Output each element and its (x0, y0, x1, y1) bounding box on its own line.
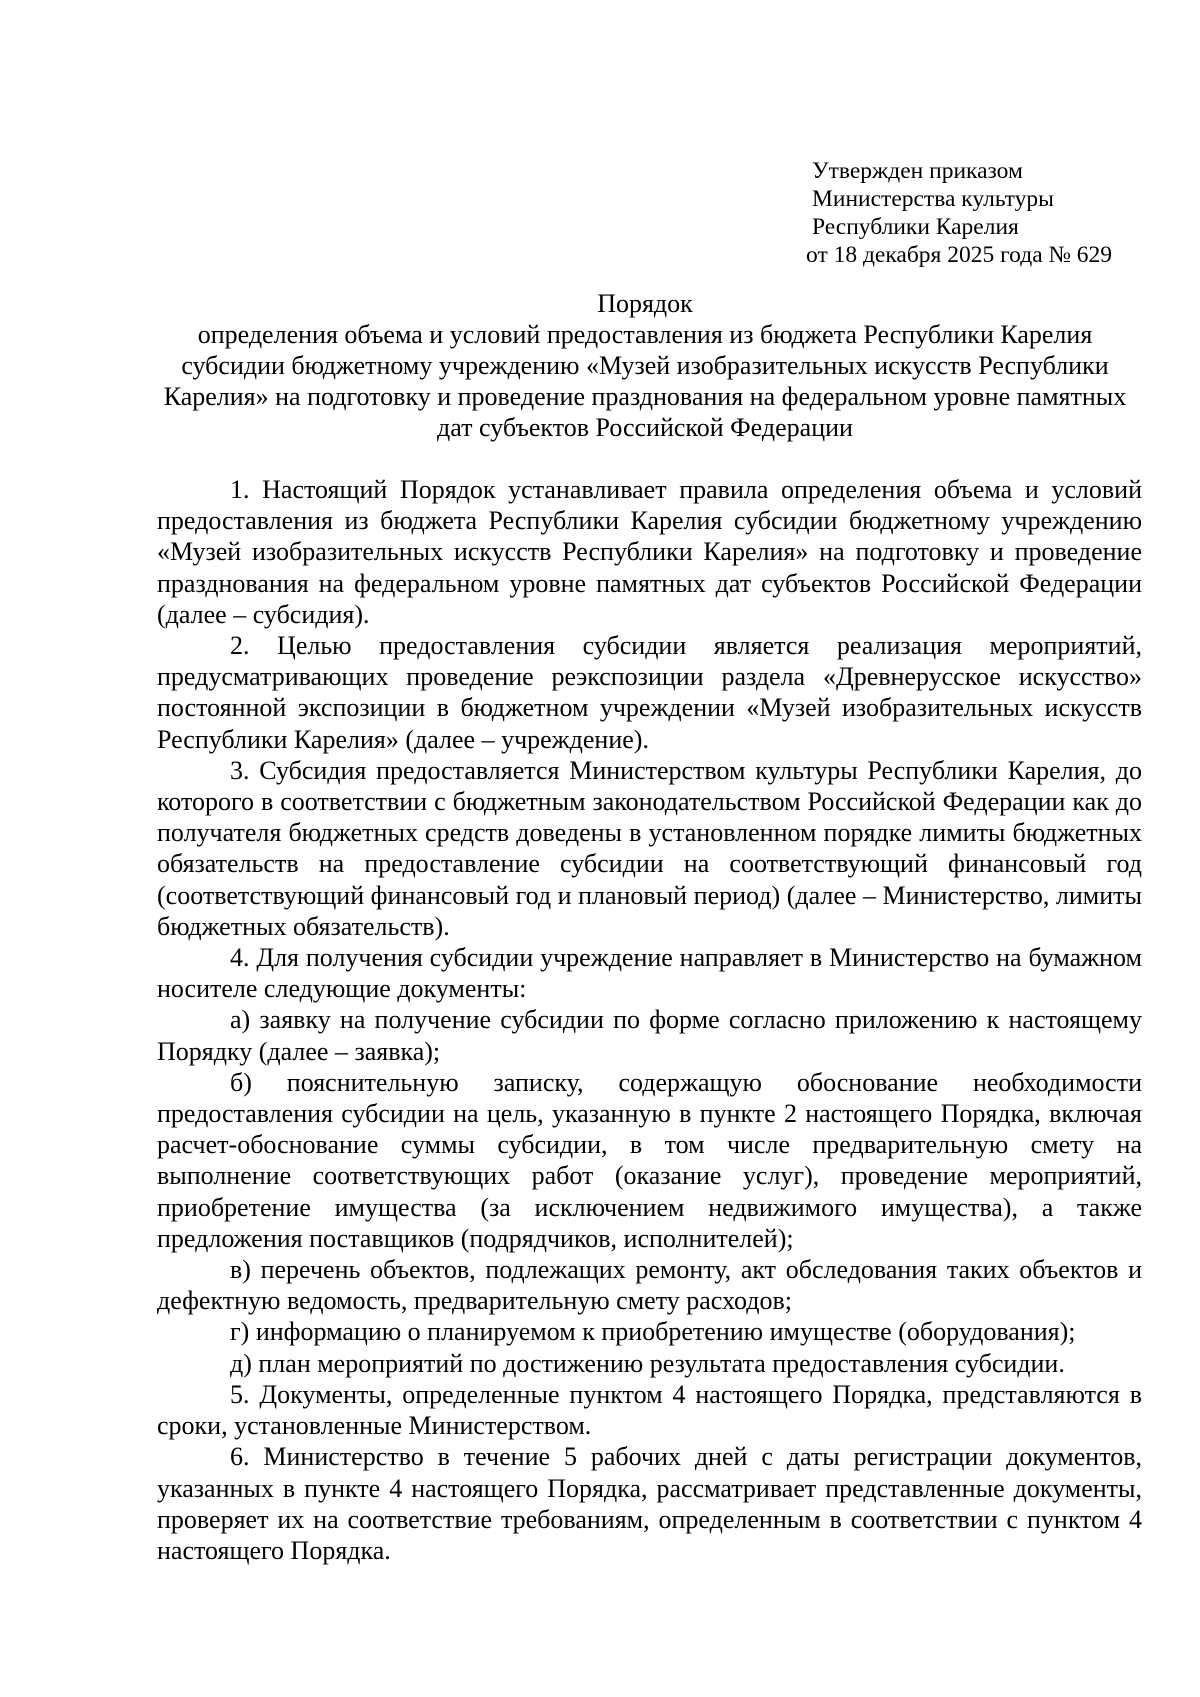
subitem-d: д) план мероприятий по достижению результата предоставления субсидии. (230, 1348, 1065, 1378)
paragraph-4: 4. Для получения субсидии учреждение направляет в Министерство на бумажном носителе следующие документы: (157, 943, 1142, 1004)
document-subtitle: определения объема и условий предоставления из бюджета Республики Карелия субсидии бюджетному учреждению «Музей изобразительных искусств Республики Карелия» на подготовку и проведение празднования на федеральном уровне памятных дат субъектов Российской Федерации (163, 320, 1127, 442)
document-body (157, 474, 1142, 1566)
document-title: Порядок (597, 289, 693, 318)
paragraph-6: 6. Министерство в течение 5 рабочих дней с даты регистрации документов, указанных в пункте 4 настоящего Порядка, рассматривает представленные документы, проверяет их на соответствие требованиям, определенным в соответствии с пунктом 4 настоящего Порядка. (157, 1442, 1142, 1565)
approval-date-line: от 18 декабря 2025 года № 629 (806, 242, 1113, 268)
paragraph-1: 1. Настоящий Порядок устанавливает правила определения объема и условий предоставления из бюджета Республики Карелия субсидии бюджетному учреждению «Музей изобразительных искусств Республики Карелия» на подготовку и проведение празднования на федеральном уровне памятных дат субъектов Российской Федерации (далее – субсидия). (157, 475, 1142, 629)
paragraph-5: 5. Документы, определенные пунктом 4 настоящего Порядка, представляются в сроки, установленные Министерством. (157, 1379, 1142, 1441)
approval-line: Утвержден приказом (812, 158, 1023, 184)
subitem-v: в) перечень объектов, подлежащих ремонту, акт обследования таких объектов и дефектную ведомость, предварительную смету расходов; (157, 1255, 1142, 1316)
subitem-a: а) заявку на получение субсидии по форме согласно приложению к настоящему Порядку (далее – заявка); (157, 1005, 1142, 1066)
approval-line: Республики Карелия (812, 214, 1019, 240)
approval-stamp (806, 157, 1142, 269)
approval-line: Министерства культуры (812, 186, 1054, 212)
paragraph-2: 2. Целью предоставления субсидии является реализация мероприятий, предусматривающих проведение реэкспозиции раздела «Древнерусское искусство» постоянной экспозиции в бюджетном учреждении «Музей изобразительных искусств Республики Карелия» (далее – учреждение). (157, 631, 1142, 754)
subitem-g: г) информацию о планируемом к приобретению имуществе (оборудования); (230, 1317, 1076, 1347)
subitem-b: б) пояснительную записку, содержащую обоснование необходимости предоставления субсидии на цель, указанную в пункте 2 настоящего Порядка, включая расчет-обоснование суммы субсидии, в том числе предварительную смету на выполнение соответствующих работ (оказание услуг), проведение мероприятий, приобретение имущества (за исключением недвижимого имущества), а также предложения поставщиков (подрядчиков, исполнителей); (157, 1067, 1142, 1253)
paragraph-3: 3. Субсидия предоставляется Министерством культуры Республики Карелия, до которого в соответствии с бюджетным законодательством Российской Федерации как до получателя бюджетных средств доведены в установленном порядке лимиты бюджетных обязательств на предоставление субсидии на соответствующий финансовый год (соответствующий финансовый год и плановый период) (далее – Министерство, лимиты бюджетных обязательств). (157, 755, 1142, 941)
document-title-block (150, 288, 1140, 443)
